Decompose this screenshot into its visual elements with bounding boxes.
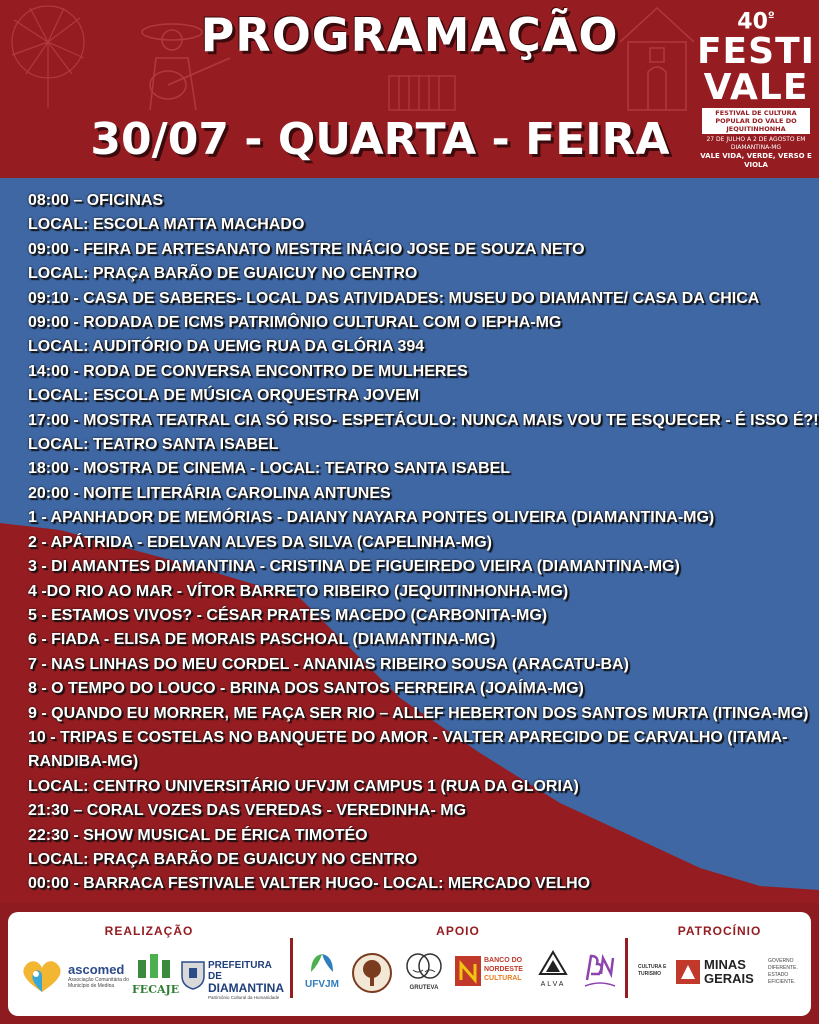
schedule-item: 09:00 - FEIRA DE ARTESANATO MESTRE INÁCIO JOSE DE SOUZA NETO bbox=[28, 240, 585, 258]
schedule-item: 2 - APÁTRIDA - EDELVAN ALVES DA SILVA (CAPELINHA-MG) bbox=[28, 533, 492, 551]
schedule-item: 10 - TRIPAS E COSTELAS NO BANQUETE DO AMOR - VALTER APARECIDO DE CARVALHO (ITAMA-RANDIBA-MG) bbox=[28, 728, 788, 771]
governo-tagline bbox=[768, 958, 808, 986]
bn-signature-logo-icon bbox=[581, 950, 619, 994]
gruteva-name: GRUTEVA bbox=[409, 985, 439, 991]
schedule-item: 14:00 - RODA DE CONVERSA ENCONTRO DE MULHERES bbox=[28, 362, 468, 380]
schedule-item: 9 - QUANDO EU MORRER, ME FAÇA SER RIO – ALLEF HEBERTON DOS SANTOS MURTA (ITINGA-MG) bbox=[28, 704, 809, 722]
schedule-item: 00:00 - BARRACA FESTIVALE VALTER HUGO- LOCAL: MERCADO VELHO bbox=[28, 875, 591, 893]
heart-logo-icon bbox=[20, 958, 64, 994]
schedule-item: 20:00 - NOITE LITERÁRIA CAROLINA ANTUNES bbox=[28, 484, 391, 502]
diamantina-coat-of-arms-icon bbox=[180, 958, 206, 990]
schedule-list bbox=[28, 189, 819, 897]
ufvjm-logo bbox=[299, 952, 345, 990]
ascomed-logo bbox=[68, 962, 130, 989]
ascomed-subtitle: Associação Comunitária do Município de Medina bbox=[68, 977, 129, 989]
prefeitura-subtitle: Patrimônio Cultural da Humanidade bbox=[208, 995, 280, 1000]
event-date: 30/07 - QUARTA - FEIRA bbox=[90, 114, 670, 165]
bnb-line1: BANCO DO bbox=[484, 957, 523, 964]
alva-triangle-icon bbox=[538, 950, 568, 976]
schedule-item: LOCAL: TEATRO SANTA ISABEL bbox=[28, 436, 279, 454]
schedule-item: 8 - O TEMPO DO LOUCO - BRINA DOS SANTOS FERREIRA (JOAÍMA-MG) bbox=[28, 680, 584, 698]
prefeitura-line2: DIAMANTINA bbox=[208, 981, 284, 995]
patrocinio-heading: PATROCÍNIO bbox=[677, 924, 762, 938]
schedule-item: 1 - APANHADOR DE MEMÓRIAS - DAIANY NAYARA PONTES OLIVEIRA (DIAMANTINA-MG) bbox=[28, 509, 715, 527]
fecaje-name: FECAJE bbox=[132, 983, 180, 996]
bnb-line2: NORDESTE bbox=[484, 966, 523, 973]
alva-name: ALVA bbox=[540, 981, 566, 988]
patrocinio-section bbox=[628, 912, 811, 1016]
logo-dates: 27 DE JULHO A 2 DE AGOSTO EM DIAMANTINA-MG bbox=[706, 136, 806, 152]
schedule-item: 3 - DI AMANTES DIAMANTINA - CRISTINA DE FIGUEIREDO VIEIRA (DIAMANTINA-MG) bbox=[28, 558, 680, 576]
banco-nordeste-logo bbox=[484, 956, 532, 983]
schedule-item: 22:30 - SHOW MUSICAL DE ÉRICA TIMOTÉO bbox=[28, 826, 368, 844]
festivale-logo bbox=[696, 4, 816, 174]
header-banner bbox=[0, 0, 819, 178]
apoio-section bbox=[293, 912, 623, 1016]
ascomed-name: ascomed bbox=[68, 962, 125, 977]
schedule-item: 4 -DO RIO AO MAR - VÍTOR BARRETO RIBEIRO (JEQUITINHONHA-MG) bbox=[28, 582, 569, 600]
prefeitura-line1: PREFEITURA DE bbox=[208, 960, 272, 982]
bnb-line3: CULTURAL bbox=[484, 975, 522, 982]
schedule-item: 18:00 - MOSTRA DE CINEMA - LOCAL: TEATRO SANTA ISABEL bbox=[28, 460, 511, 478]
schedule-item: LOCAL: CENTRO UNIVERSITÁRIO UFVJM CAMPUS 1 (RUA DA GLORIA) bbox=[28, 777, 579, 795]
alva-logo bbox=[533, 950, 573, 988]
gov-line2: DIFERENTE. bbox=[768, 965, 798, 971]
edition-number: 40 bbox=[737, 9, 768, 35]
edition-suffix: º bbox=[767, 9, 775, 23]
minas-gerais-logo bbox=[704, 958, 762, 986]
accordion-illustration-icon bbox=[385, 70, 460, 115]
gov-line4: EFICIENTE. bbox=[768, 979, 796, 985]
logo-banner: FESTIVAL DE CULTURA POPULAR DO VALE DO JEQUITINHONHA bbox=[702, 108, 810, 134]
fecaje-figures-icon bbox=[134, 952, 174, 978]
theater-masks-icon bbox=[404, 952, 444, 980]
banco-nordeste-symbol-icon bbox=[455, 956, 481, 986]
schedule-item: LOCAL: PRAÇA BARÃO DE GUAICUY NO CENTRO bbox=[28, 850, 418, 868]
prefeitura-logo bbox=[208, 960, 288, 1001]
schedule-item: LOCAL: ESCOLA MATTA MACHADO bbox=[28, 216, 305, 234]
ufvjm-name: UFVJM bbox=[305, 979, 339, 990]
cultura-turismo-label: CULTURA E TURISMO bbox=[638, 964, 667, 977]
sponsors-footer bbox=[8, 912, 811, 1016]
schedule-item: 7 - NAS LINHAS DO MEU CORDEL - ANANIAS RIBEIRO SOUSA (ARACATU-BA) bbox=[28, 655, 629, 673]
minas-line2: GERAIS bbox=[704, 971, 754, 986]
fecaje-logo bbox=[132, 952, 180, 998]
logo-word-festi: FESTI bbox=[696, 31, 816, 73]
schedule-item: 17:00 - MOSTRA TEATRAL CIA SÓ RISO- ESPETÁCULO: NUNCA MAIS VOU TE ESQUECER - É ISSO É?! bbox=[28, 411, 819, 429]
ufvjm-leaf-icon bbox=[307, 952, 337, 974]
schedule-item: LOCAL: PRAÇA BARÃO DE GUAICUY NO CENTRO bbox=[28, 265, 418, 283]
logo-word-vale: VALE bbox=[703, 67, 809, 109]
schedule-item: LOCAL: AUDITÓRIO DA UEMG RUA DA GLÓRIA 394 bbox=[28, 338, 425, 356]
gruteva-logo bbox=[399, 952, 449, 991]
schedule-item: 09:10 - CASA DE SABERES- LOCAL DAS ATIVIDADES: MUSEU DO DIAMANTE/ CASA DA CHICA bbox=[28, 289, 760, 307]
logo-motto: VALE VIDA, VERDE, VERSO E VIOLA bbox=[700, 152, 812, 170]
gov-line3: ESTADO bbox=[768, 972, 789, 978]
realizacao-section bbox=[8, 912, 290, 1016]
page-title: PROGRAMAÇÃO bbox=[200, 8, 619, 62]
gov-line1: GOVERNO bbox=[768, 958, 794, 964]
schedule-item: 08:00 – OFICINAS bbox=[28, 192, 164, 209]
minas-gerais-triangle-icon bbox=[676, 960, 700, 984]
minas-line1: MINAS bbox=[704, 957, 746, 972]
schedule-item: 5 - ESTAMOS VIVOS? - CÉSAR PRATES MACEDO (CARBONITA-MG) bbox=[28, 606, 548, 624]
schedule-item: 6 - FIADA - ELISA DE MORAIS PASCHOAL (DIAMANTINA-MG) bbox=[28, 631, 496, 649]
apoio-heading: APOIO bbox=[436, 924, 480, 938]
schedule-item: 09:00 - RODADA DE ICMS PATRIMÔNIO CULTURAL COM O IEPHA-MG bbox=[28, 314, 562, 332]
realizacao-heading: REALIZAÇÃO bbox=[104, 924, 194, 938]
tree-seal-logo-icon bbox=[351, 952, 393, 994]
schedule-item: 21:30 – CORAL VOZES DAS VEREDAS - VEREDINHA- MG bbox=[28, 802, 467, 820]
schedule-item: LOCAL: ESCOLA DE MÚSICA ORQUESTRA JOVEM bbox=[28, 387, 420, 405]
